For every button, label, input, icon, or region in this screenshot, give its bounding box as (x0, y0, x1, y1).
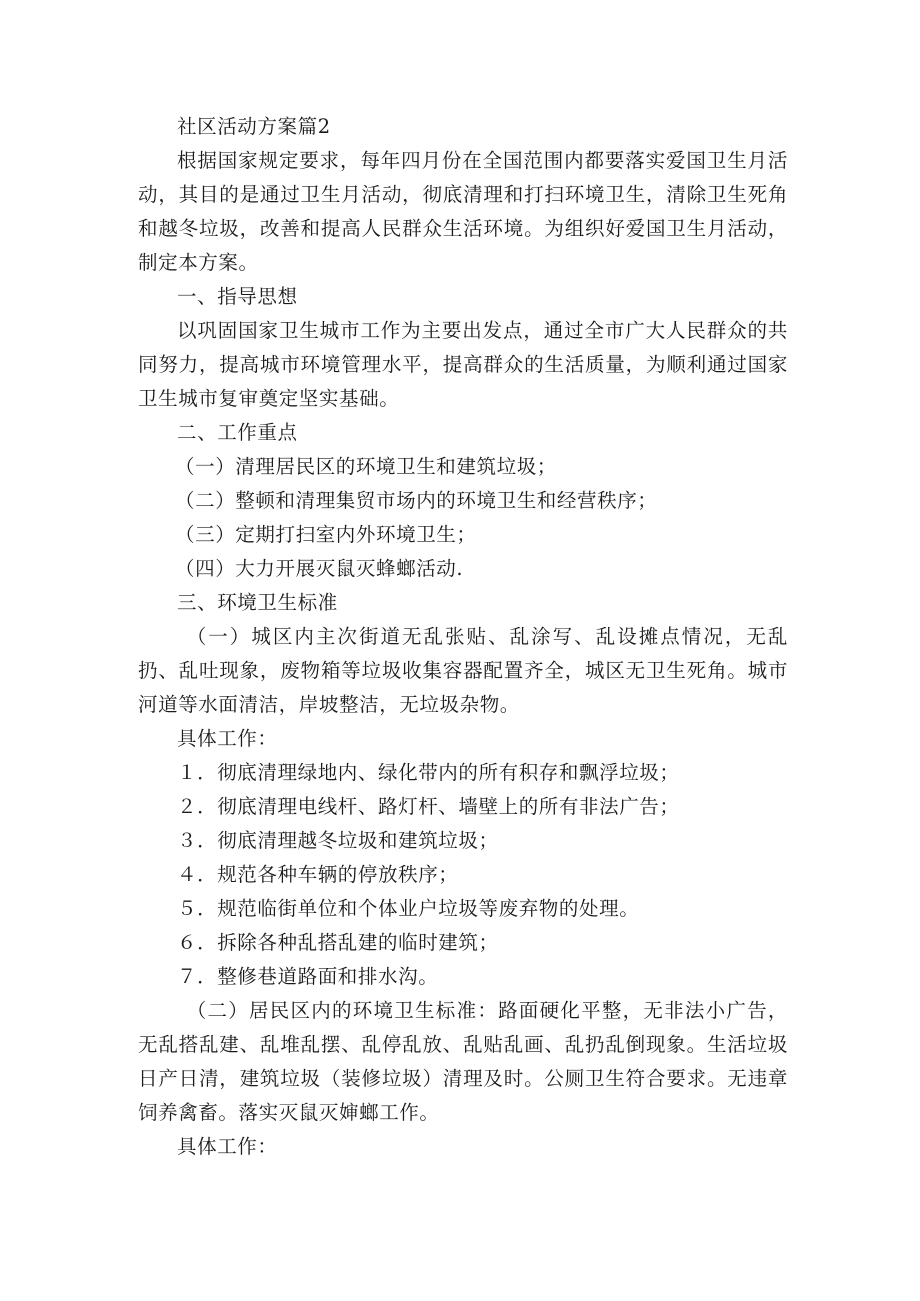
section-heading-work-focus: 二、工作重点 (177, 421, 298, 444)
work-focus-item: （四）大力开展灭鼠灭蜂螂活动. (175, 557, 464, 580)
specific-work-item: ６．拆除各种乱搭乱建的临时建筑； (177, 931, 499, 954)
specific-work-item: １．彻底清理绿地内、绿化带内的所有积存和飘浮垃圾； (177, 761, 680, 784)
intro-paragraph: 根据国家规定要求，每年四月份在全国范围内都要落实爱国卫生月活动，其目的是通过卫生月活动，彻底清理和打扫环境卫生，清除卫生死角和越冬垃圾，改善和提高人民群众生活环境。为组织好爱国卫生月活动，制定本方案。 (138, 149, 788, 274)
specific-work-item: ５．规范临街单位和个体业户垃圾等废弃物的处理。 (177, 897, 640, 920)
specific-work-label: 具体工作： (177, 727, 278, 750)
specific-work-item: ４．规范各种车辆的停放秩序； (177, 863, 459, 886)
guiding-thought-paragraph: 以巩固国家卫生城市工作为主要出发点，通过全市广大人民群众的共同努力，提高城市环境管理水平，提高群众的生活质量，为顺利通过国家卫生城市复审奠定坚实基础。 (138, 319, 788, 410)
section-heading-sanitation-standard: 三、环境卫生标准 (177, 591, 338, 614)
specific-work-item: ７．整修巷道路面和排水沟。 (177, 965, 439, 988)
specific-work-item: ２．彻底清理电线杆、路灯杆、墙壁上的所有非法广告； (177, 795, 680, 818)
specific-work-label: 具体工作： (177, 1135, 278, 1158)
urban-standard-paragraph: （一）城区内主次街道无乱张贴、乱涂写、乱设摊点情况，无乱扔、乱吐现象，废物箱等垃圾收集容器配置齐全，城区无卫生死角。城市河道等水面清洁，岸坡整洁，无垃圾杂物。 (138, 625, 788, 716)
work-focus-item: （一）清理居民区的环境卫生和建筑垃圾； (175, 455, 557, 478)
document-title: 社区活动方案篇2 (177, 115, 331, 138)
residential-standard-paragraph: （二）居民区内的环境卫生标准：路面硬化平整，无非法小广告，无乱搭乱建、乱堆乱摆、乱停乱放、乱贴乱画、乱扔乱倒现象。生活垃圾日产日清，建筑垃圾（装修垃圾）清理及时。公厕卫生符合要求。无违章饲养禽畜。落实灭鼠灭婶螂工作。 (138, 999, 788, 1124)
work-focus-item: （二）整顿和清理集贸市场内的环境卫生和经营秩序； (175, 489, 658, 512)
specific-work-item: ３．彻底清理越冬垃圾和建筑垃圾； (177, 829, 499, 852)
document-page (138, 110, 788, 1164)
section-heading-guiding-thought: 一、指导思想 (177, 285, 298, 308)
work-focus-item: （三）定期打扫室内外环境卫生； (175, 523, 477, 546)
